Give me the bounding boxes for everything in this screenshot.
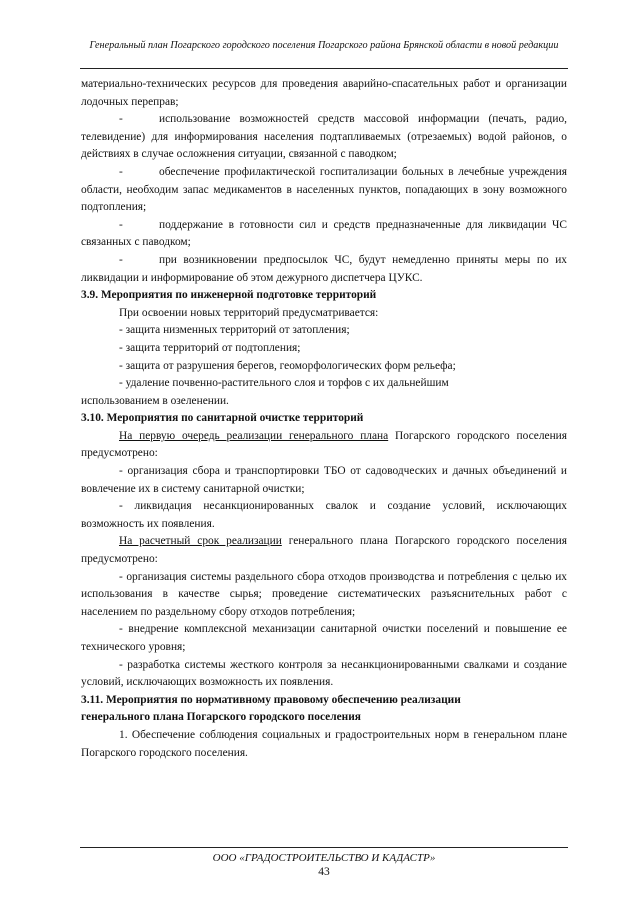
bullet-text: при возникновении предпосылок ЧС, будут немедленно приняты меры по их ликвидации и информирование об этом дежурного диспетчера ЦУКС. xyxy=(81,253,567,284)
running-header: Генеральный план Погарского городского поселения Погарского района Брянской области в новой редакции xyxy=(89,40,559,51)
list-item: - разработка системы жесткого контроля за несанкционированными свалками и создание условий, исключающих возможность их появления. xyxy=(81,658,567,689)
section-lead: При освоении новых территорий предусматривается: xyxy=(119,306,379,319)
page-content xyxy=(81,76,567,762)
calc-stage-underlined: На расчетный срок реализации xyxy=(119,535,282,548)
list-item: - ликвидация несанкционированных свалок и создание условий, исключающих возможность их появления. xyxy=(81,500,567,530)
bullet-item xyxy=(81,111,567,164)
bullet-marker: - xyxy=(119,218,123,231)
list-item: - защита территорий от подтопления; xyxy=(119,341,301,354)
bullet-text: использование возможностей средств массовой информации (печать, радио, телевидение) для информирования населения подтапливаемых (отрезаемых) водой районов, о действиях в случае осложнения ситуации, связанной с паводком; xyxy=(81,113,567,161)
bullet-list xyxy=(81,111,567,287)
bullet-marker: - xyxy=(119,165,123,178)
list-item: - внедрение комплексной механизации санитарной очистки поселений и повышение ее технического уровня; xyxy=(81,623,567,653)
list-item: - защита низменных территорий от затопления; xyxy=(119,324,350,337)
first-stage-underlined: На первую очередь реализации генерального плана xyxy=(119,429,389,442)
list-item-continuation: использованием в озеленении. xyxy=(81,394,229,407)
list-item: - организация сбора и транспортировки ТБО от садоводческих и дачных объединений и вовлечение их в систему санитарной очистки; xyxy=(81,465,567,495)
footer-company: ООО «ГРАДОСТРОИТЕЛЬСТВО И КАДАСТР» xyxy=(212,852,436,864)
bullet-marker: - xyxy=(119,253,123,266)
bullet-item xyxy=(81,252,567,287)
section-heading-3-9: 3.9. Мероприятия по инженерной подготовке территорий xyxy=(81,289,377,302)
header-rule xyxy=(80,68,568,69)
list-item: - удаление почвенно-растительного слоя и торфов с их дальнейшим xyxy=(119,377,449,390)
section-heading-3-10: 3.10. Мероприятия по санитарной очистке территорий xyxy=(81,412,364,425)
section-heading-3-11-line2: генерального плана Погарского городского поселения xyxy=(81,711,361,724)
bullet-item xyxy=(81,217,567,252)
bullet-marker: - xyxy=(119,113,123,126)
list-item: - защита от разрушения берегов, геоморфологических форм рельефа; xyxy=(119,359,456,372)
page-number: 43 xyxy=(318,866,330,878)
bullet-text: обеспечение профилактической госпитализации больных в лечебные учреждения области, необходим запас медикаментов в населенных пунктов, попадающих в зону возможного подтопления; xyxy=(81,165,567,214)
footer-rule xyxy=(80,847,568,848)
numbered-item: 1. Обеспечение соблюдения социальных и градостроительных норм в генеральном плане Погарского городского поселения. xyxy=(81,728,567,759)
section-heading-3-11-line1: 3.11. Мероприятия по нормативному правовому обеспечению реализации xyxy=(81,693,461,706)
first-stage-rest: Погарского городского поселения предусмотрено: xyxy=(81,429,568,460)
first-stage-paragraph xyxy=(81,428,567,463)
bullet-text: поддержание в готовности сил и средств предназначенные для ликвидации ЧС связанных с паводком; xyxy=(81,218,567,249)
calc-stage-paragraph xyxy=(81,533,567,568)
bullet-item xyxy=(81,164,567,217)
calc-stage-rest: генерального плана Погарского городского поселения предусмотрено: xyxy=(81,535,567,566)
list-item: - организация системы раздельного сбора отходов производства и потребления с целью их использования в качестве сырья; проведение систематических разъяснительных работ с населением по раздельному сбору отходов потребления; xyxy=(81,570,567,618)
intro-paragraph: материально-технических ресурсов для проведения аварийно-спасательных работ и организации лодочных переправ; xyxy=(81,78,567,108)
